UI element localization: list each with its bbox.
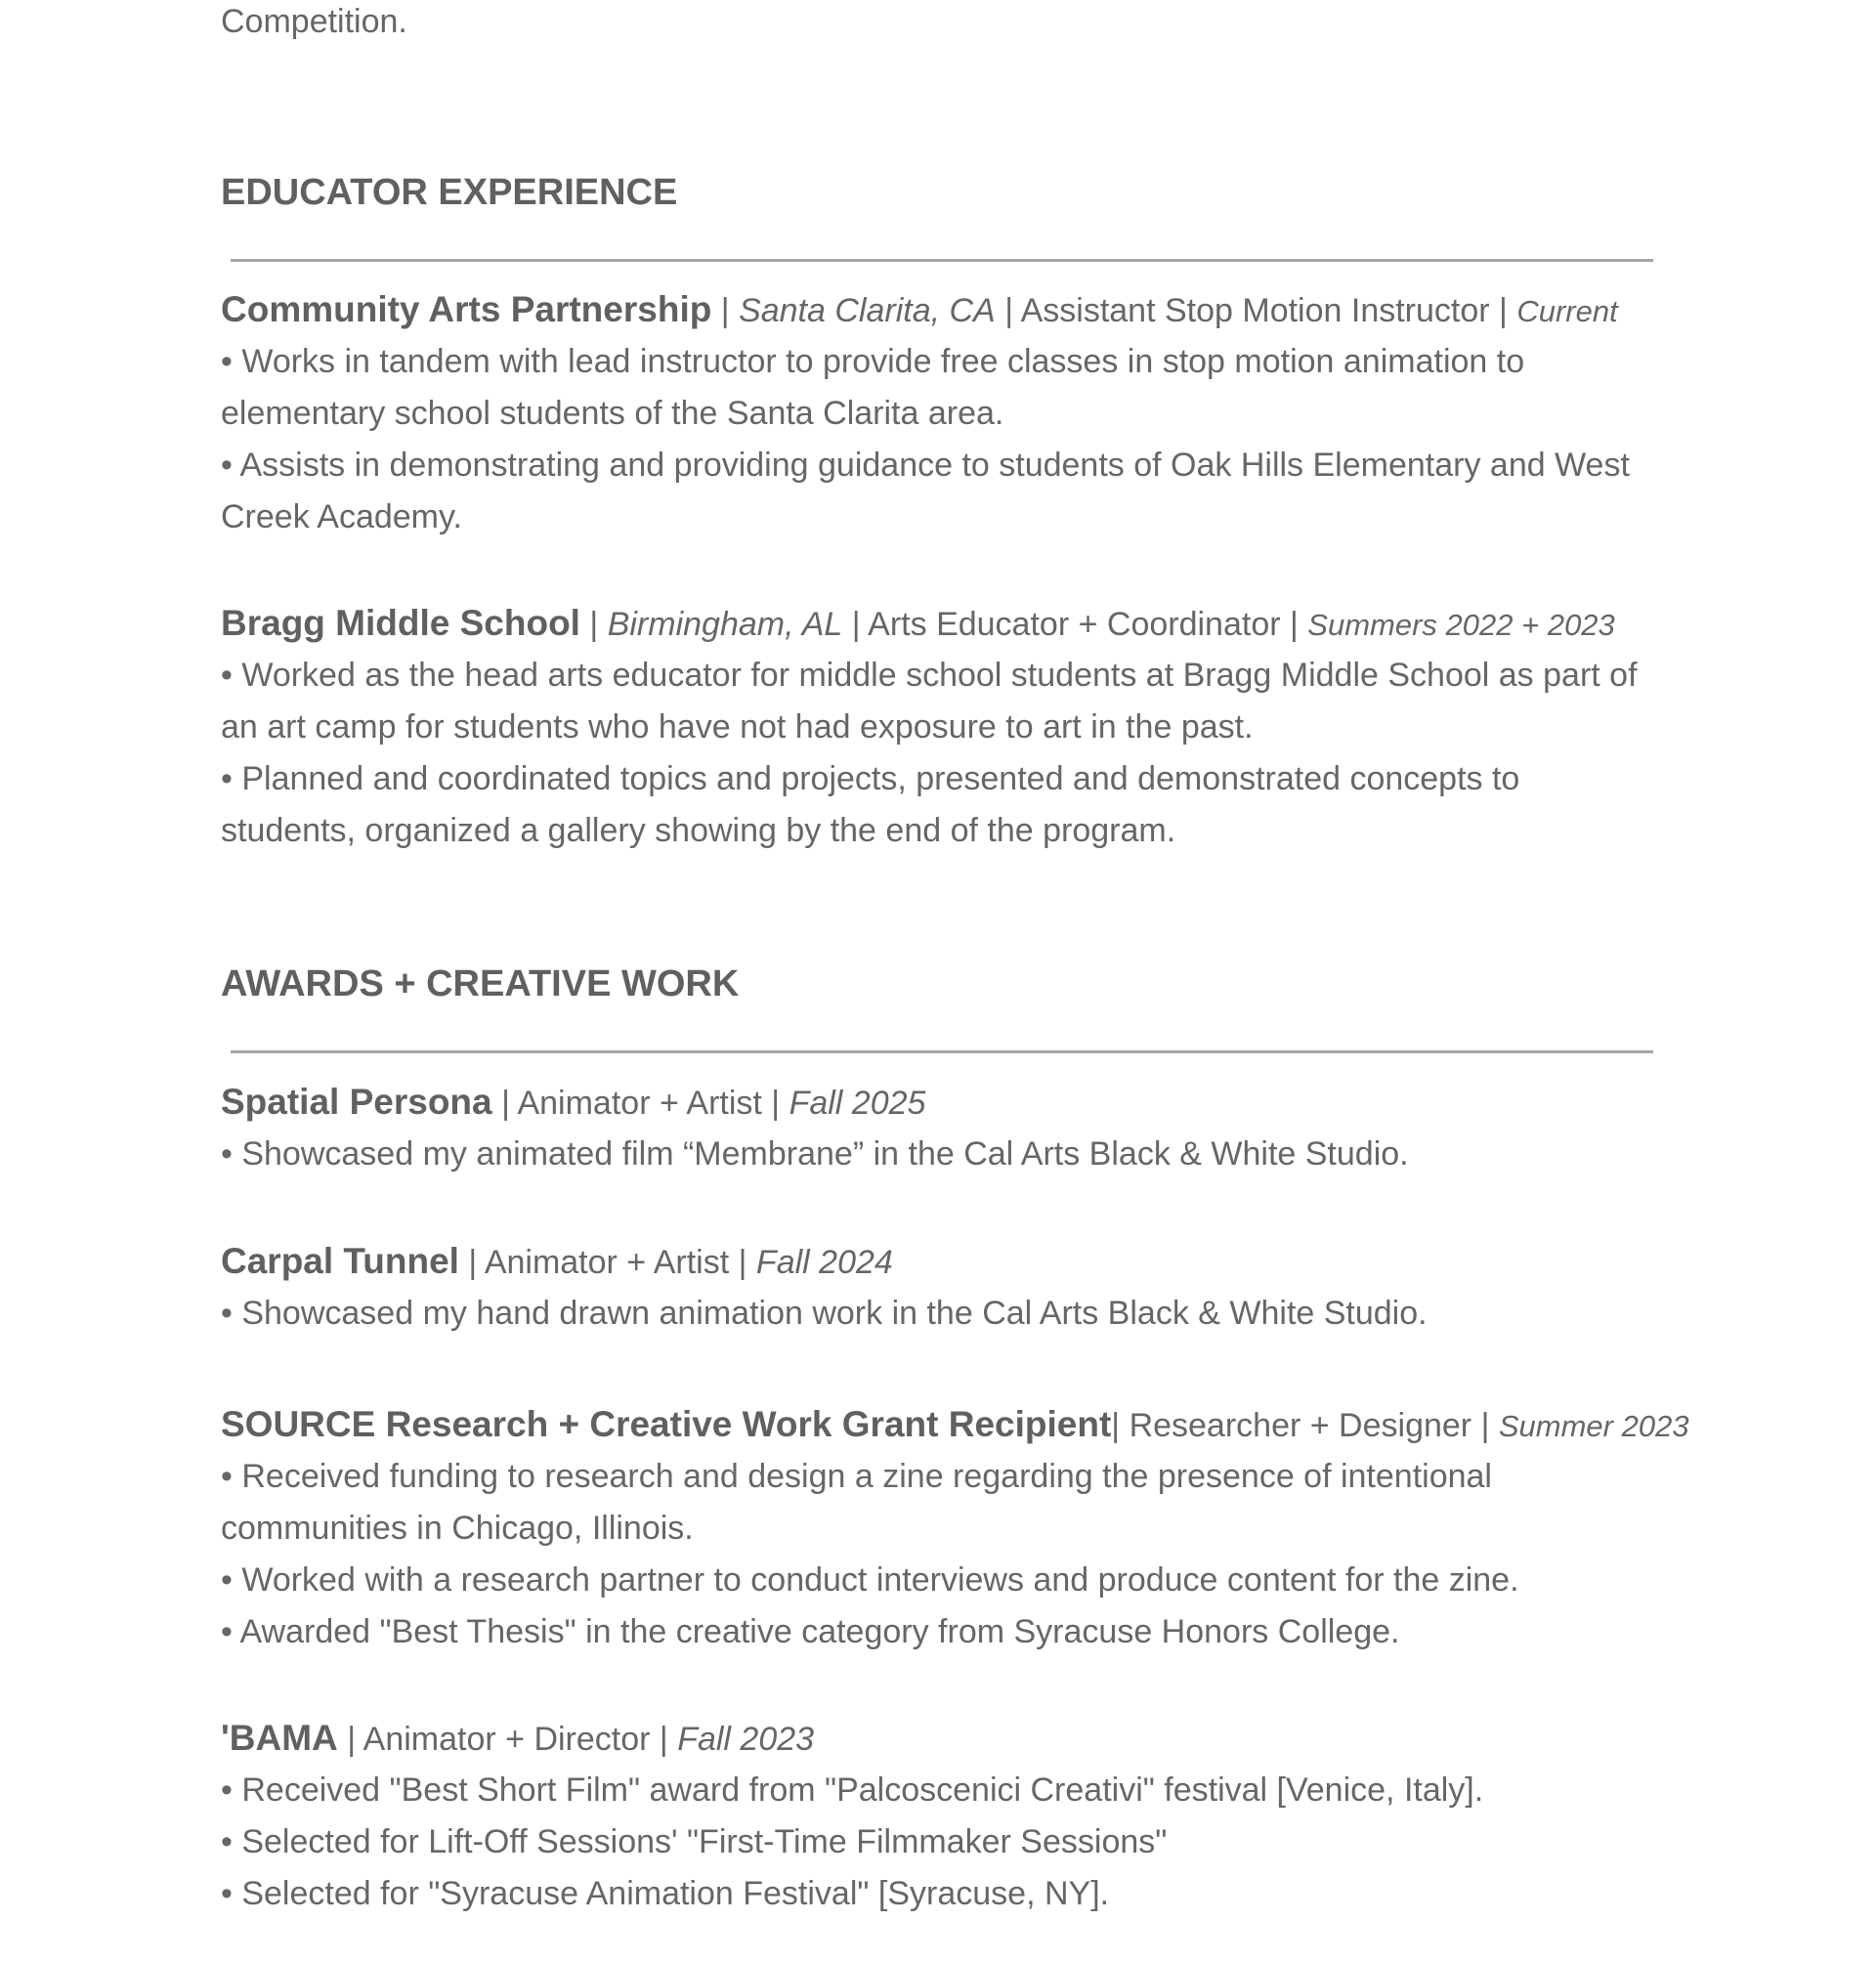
entry-header: Bragg Middle School | Birmingham, AL | Arts Educator + Coordinator | Summers 2022 + 2023 xyxy=(221,603,1615,643)
entry-role: Arts Educator + Coordinator xyxy=(868,606,1281,643)
list-item: • Planned and coordinated topics and projects, presented and demonstrated concepts to students, organized a gallery showing by the end of the program. xyxy=(221,760,1520,849)
list-item: • Selected for "Syracuse Animation Festival" [Syracuse, NY]. xyxy=(221,1875,1110,1912)
entry-role: Animator + Artist xyxy=(517,1085,762,1122)
list-item: • Assists in demonstrating and providing guidance to students of Oak Hills Elementary and West Creek Academy. xyxy=(221,447,1630,535)
list-item: • Selected for Lift-Off Sessions' "First-Time Filmmaker Sessions" xyxy=(221,1823,1168,1860)
entry-role: Animator + Director xyxy=(362,1721,651,1758)
entry-header: 'BAMA | Animator + Director | Fall 2023 xyxy=(221,1718,815,1758)
entry-org: Carpal Tunnel xyxy=(221,1241,459,1281)
list-item: • Worked with a research partner to conduct interviews and produce content for the zine. xyxy=(221,1561,1519,1599)
entry-org: 'BAMA xyxy=(221,1718,338,1758)
list-item: • Showcased my hand drawn animation work in the Cal Arts Black & White Studio. xyxy=(221,1295,1428,1332)
entry-date: Fall 2023 xyxy=(677,1721,815,1758)
entry-date: Summer 2023 xyxy=(1498,1409,1689,1443)
entry-role: Animator + Artist xyxy=(484,1244,730,1281)
entry-date: Summers 2022 + 2023 xyxy=(1307,608,1615,642)
list-item: • Awarded "Best Thesis" in the creative category from Syracuse Honors College. xyxy=(221,1613,1400,1650)
list-item: • Showcased my animated film “Membrane” in the Cal Arts Black & White Studio. xyxy=(221,1135,1409,1173)
intro-fragment: Competition. xyxy=(221,3,407,40)
entry-header: Community Arts Partnership | Santa Clarita, CA | Assistant Stop Motion Instructor | Current xyxy=(221,289,1618,329)
entry-role: Assistant Stop Motion Instructor xyxy=(1020,292,1490,329)
list-item: • Received funding to research and design a zine regarding the presence of intentional communities in Chicago, Illinois. xyxy=(221,1458,1492,1547)
list-item: • Worked as the head arts educator for middle school students at Bragg Middle School as part of an art camp for students who have not had exposure to art in the past. xyxy=(221,657,1638,746)
entry-role: Researcher + Designer xyxy=(1129,1407,1472,1444)
section-title-educator: EDUCATOR EXPERIENCE xyxy=(221,172,678,213)
list-item: • Works in tandem with lead instructor to provide free classes in stop motion animation to elementary school students of the Santa Clarita area. xyxy=(221,343,1525,432)
entry-org: Community Arts Partnership xyxy=(221,289,712,329)
entry-header: Carpal Tunnel | Animator + Artist | Fall 2024 xyxy=(221,1241,893,1281)
entry-org: Bragg Middle School xyxy=(221,603,580,643)
entry-org: SOURCE Research + Creative Work Grant Recipient xyxy=(221,1404,1112,1444)
entry-org: Spatial Persona xyxy=(221,1082,492,1122)
entry-header: Spatial Persona | Animator + Artist | Fall 2025 xyxy=(221,1082,926,1122)
list-item: • Received "Best Short Film" award from "Palcoscenici Creativi" festival [Venice, Italy]. xyxy=(221,1771,1484,1809)
section-divider xyxy=(231,259,1653,262)
entry-header: SOURCE Research + Creative Work Grant Recipient| Researcher + Designer | Summer 2023 xyxy=(221,1404,1689,1444)
entry-place: Santa Clarita, CA xyxy=(739,292,996,329)
entry-date: Current xyxy=(1516,294,1618,328)
entry-date: Fall 2024 xyxy=(755,1244,893,1281)
section-title-awards: AWARDS + CREATIVE WORK xyxy=(221,963,740,1004)
entry-place: Birmingham, AL xyxy=(607,606,843,643)
entry-date: Fall 2025 xyxy=(789,1085,926,1122)
section-divider xyxy=(231,1050,1653,1053)
